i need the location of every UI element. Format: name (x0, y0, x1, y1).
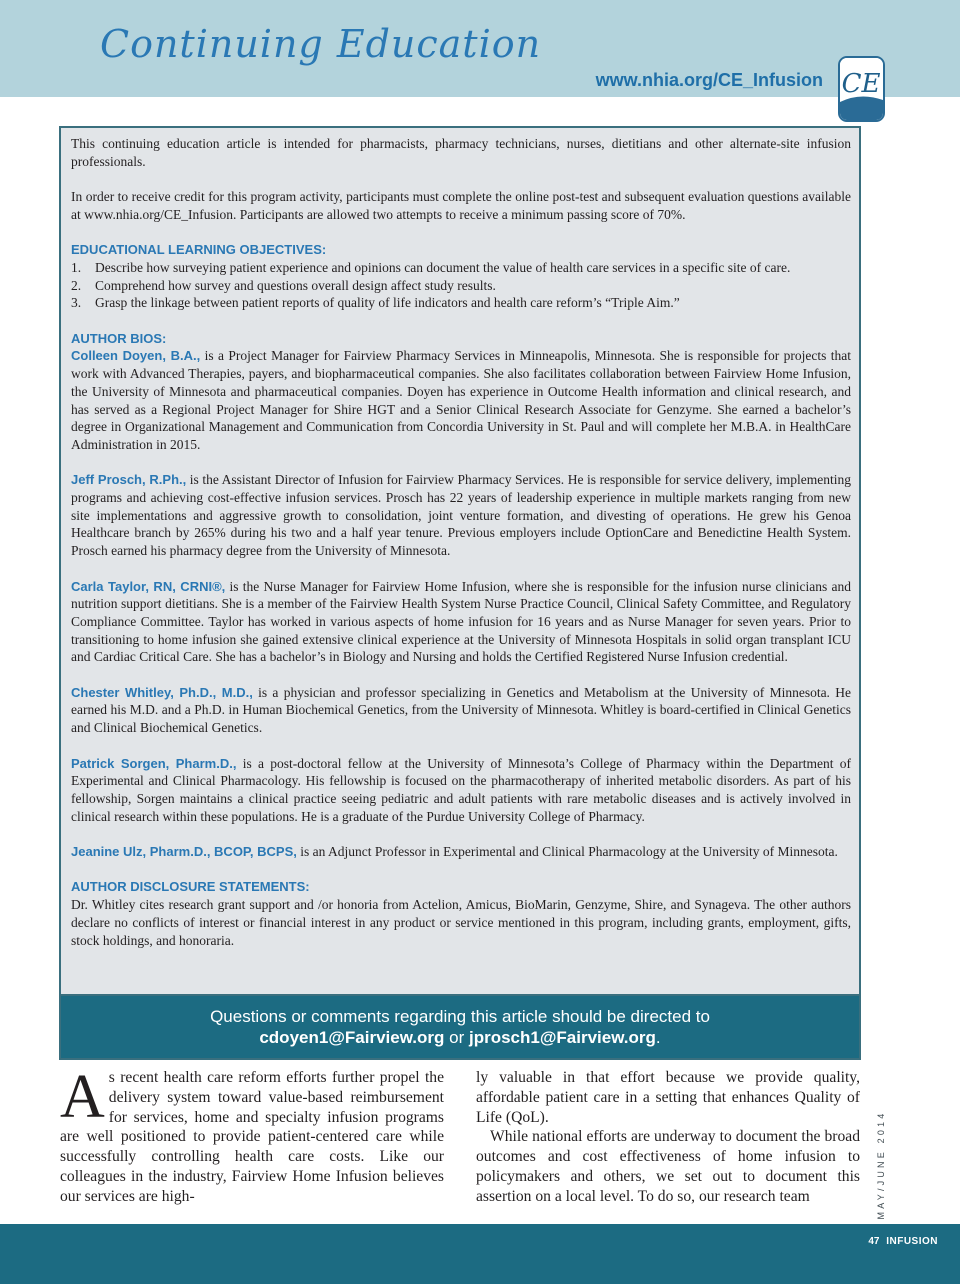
page-number: 47 (868, 1236, 880, 1247)
footer-band (0, 1224, 960, 1284)
objectives-heading: EDUCATIONAL LEARNING OBJECTIVES: (71, 242, 327, 258)
author-bio: Colleen Doyen, B.A., is a Project Manager for Fairview Pharmacy Services in Minneapolis, Minnesota. She is responsible for projects that work with Advanced Therapies, payers, and biopharmaceutical companies. She also facilitates collaboration between Fairview Home Infusion, the University of Minnesota and pharmaceutical companies. Doyen has experience in Outcome Health information and clinical research, and has served as a Regional Project Manager for Shire HGT and a Senior Clinical Research Associate for Genzyme. She earned a bachelor’s degree in Organizational Management and Communication from Concordia University in St. Paul and will complete her M.B.A. in HealthCare Administration in 2015. (71, 348, 851, 452)
section-title: Continuing Education (100, 22, 542, 66)
drop-cap: A (60, 1063, 105, 1131)
issue-date-label: MAY/JUNE 2014 (876, 1110, 886, 1220)
author-name: Colleen Doyen, B.A., (71, 348, 201, 364)
objective-item: 2. Comprehend how survey and questions overall design affect study results. (71, 277, 496, 293)
author-name: Carla Taylor, RN, CRNI®, (71, 578, 226, 594)
svg-text:CE: CE (841, 69, 881, 99)
article-paragraph: While national efforts are underway to document the broad outcomes and cost effectiveness of home infusion to policymakers and others, we set out to document this assertion on a local level. To do so, our research team (476, 1128, 860, 1205)
questions-band: Questions or comments regarding this article should be directed to cdoyen1@Fairview.org or jprosch1@Fairview.org. (59, 996, 861, 1060)
author-name: Jeanine Ulz, Pharm.D., BCOP, BCPS, (71, 844, 297, 859)
credit-text: In order to receive credit for this program activity, participants must complete the online post-test and subsequent evaluation questions available at www.nhia.org/CE_Infusion. Participants are allowed two attempts to receive a minimum passing score of 70%. (71, 189, 851, 222)
intro-text: This continuing education article is intended for pharmacists, pharmacy technicians, nurses, dietitians and other alternate-site infusion professionals. (71, 136, 851, 169)
objective-item: 1. Describe how surveying patient experience and opinions can document the value of health care services in a specific site of care. (71, 259, 791, 275)
article-column-left (60, 1063, 444, 1207)
author-bio: Patrick Sorgen, Pharm.D., is a post-doctoral fellow at the University of Minnesota’s College of Pharmacy within the Department of Experimental and Clinical Pharmacology. His fellowship is focused on the pharmacotherapy of inherited metabolic disorders. As part of his fellowship, Sorgen maintains a clinical practice seeing pediatric and adult patients with rare metabolic diseases and is actively involved in clinical research within these populations. He is a graduate of the Purdue University College of Pharmacy. (71, 755, 851, 824)
objective-item: 3. Grasp the linkage between patient reports of quality of life indicators and health care reform’s “Triple Aim.” (71, 295, 680, 311)
ce-info-box (59, 126, 861, 996)
article-text: s recent health care reform efforts further propel the delivery system toward value-based reimbursement for services, home and specialty infusion programs are well positioned to provide patient-centered care while successfully controlling health care costs. Like our colleagues in the industry, Fairview Home Infusion believes our services are high- (60, 1069, 444, 1205)
author-name: Chester Whitley, Ph.D., M.D., (71, 684, 253, 700)
ce-url-link[interactable]: www.nhia.org/CE_Infusion (595, 70, 823, 90)
author-bio: Carla Taylor, RN, CRNI®, is the Nurse Manager for Fairview Home Infusion, where she is responsible for the infusion nurse clinicians and nutrition support dietitians. She is a member of the Fairview Health System Nurse Practice Council, Clinical Safety Committee, and Regulatory Compliance Committee. Taylor has worked in various aspects of home infusion for 16 years and as Nurse Manager for seven years. Prior to transitioning to home infusion she gained extensive clinical experience at the University of Minnesota Hospitals in solid organ transplant ICU and Cardiac Critical Care. She has a bachelor’s in Biology and Nursing and holds the Certified Registered Nurse Infusion credential. (71, 578, 851, 665)
author-bio: Chester Whitley, Ph.D., M.D., is a physician and professor specializing in Genetics and Metabolism at the University of Minnesota. He earned his M.D. and a Ph.D. in Human Biochemical Genetics, from the University of Minnesota. Whitley is board-certified in Clinical Genetics and Clinical Biochemical Genetics. (71, 684, 851, 736)
email-link-doyen[interactable]: cdoyen1@Fairview.org (259, 1028, 445, 1047)
author-bio: Jeff Prosch, R.Ph., is the Assistant Director of Infusion for Fairview Pharmacy Services. He is responsible for service delivery, implementing programs and achieving cost-effective infusion services. Prosch has 22 years of leadership experience in multiple markets ranging from new site implementations and aggressive growth to consolidation, joint venture formation, and divesting of operations. He grew his Genoa Healthcare branch by 265% during his two and a half year tenure. Previous employers include OptionCare and Benedictine Health System. Prosch earned his pharmacy degree from the University of Minnesota. (71, 472, 851, 559)
objectives-list (71, 259, 851, 312)
author-bio: Jeanine Ulz, Pharm.D., BCOP, BCPS, is an Adjunct Professor in Experimental and Clinical Pharmacology at the University of Minnesota. (71, 844, 838, 859)
article-column-right (476, 1068, 860, 1207)
author-name: Patrick Sorgen, Pharm.D., (71, 755, 237, 771)
author-name: Jeff Prosch, R.Ph., (71, 472, 187, 488)
disclosure-text: Dr. Whitley cites research grant support and /or honoria from Actelion, Amicus, BioMarin, Genzyme, Shire, and Synageva. The other authors declare no conflicts of interest or financial interest in any product or service mentioned in this program, including grants, employment, gifts, stock holdings, and honoraria. (71, 897, 851, 948)
questions-text: Questions or comments regarding this article should be directed to (210, 1007, 710, 1026)
disclosure-heading: AUTHOR DISCLOSURE STATEMENTS: (71, 879, 310, 895)
ce-logo-icon (838, 56, 885, 122)
email-link-prosch[interactable]: jprosch1@Fairview.org (468, 1028, 656, 1047)
footer (868, 1236, 938, 1247)
bios-heading: AUTHOR BIOS: (71, 330, 167, 346)
article-paragraph: ly valuable in that effort because we provide quality, affordable patient care in a setting that enhances Quality of Life (QoL). (476, 1069, 860, 1126)
publication-name: INFUSION (886, 1236, 938, 1247)
